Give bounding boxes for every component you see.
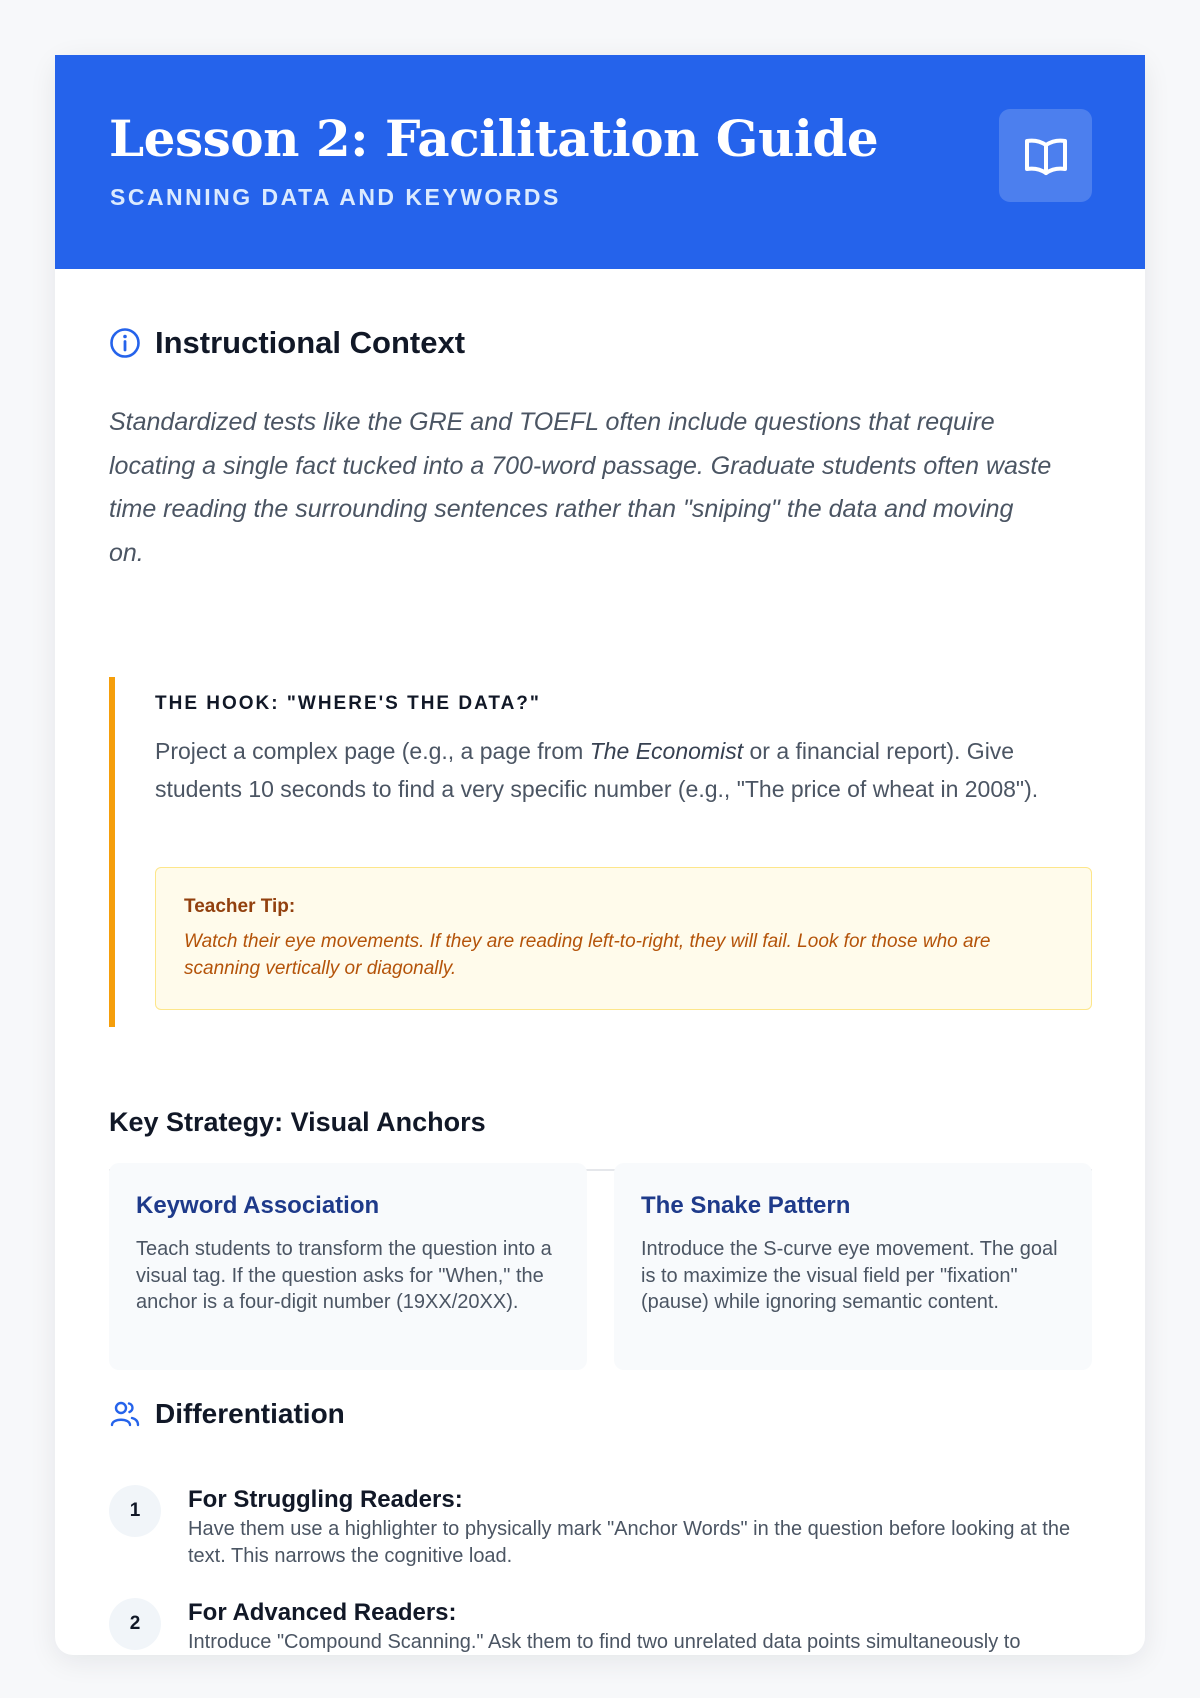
list-item-heading: For Struggling Readers: <box>188 1486 463 1513</box>
instructional-context-heading <box>109 325 465 361</box>
hook-text-after: or a financial report). Give students 10 seconds to find a very specific number (e.g., "The price of wheat in 2008"). <box>155 738 1039 802</box>
number-badge: 1 <box>109 1485 161 1537</box>
lesson-title: Lesson 2: Facilitation Guide <box>109 109 879 168</box>
strategy-card-text: Introduce the S-curve eye movement. The goal is to maximize the visual field per "fixation" (pause) while ignoring semantic content. <box>641 1238 1058 1313</box>
teacher-tip-text: Watch their eye movements. If they are reading left-to-right, they will fail. Look for those who are scanning vertically or diagonally. <box>184 931 991 979</box>
book-open-icon <box>999 109 1092 202</box>
instructional-context-title: Instructional Context <box>155 325 466 360</box>
strategy-card-keyword-association <box>109 1163 587 1370</box>
lesson-subtitle: SCANNING DATA AND KEYWORDS <box>110 184 561 210</box>
lesson-header <box>55 55 1145 269</box>
teacher-tip-box <box>155 867 1092 1010</box>
list-item <box>109 1485 1092 1585</box>
publication-title: The Economist <box>589 738 744 764</box>
list-item-heading: For Advanced Readers: <box>188 1599 457 1626</box>
strategy-heading: Key Strategy: Visual Anchors <box>109 1105 1092 1171</box>
teacher-tip-label: Teacher Tip: <box>184 896 296 917</box>
strategy-card-title: The Snake Pattern <box>641 1192 851 1219</box>
number-badge: 2 <box>109 1598 161 1650</box>
strategy-card-title: Keyword Association <box>136 1192 380 1219</box>
list-item <box>109 1598 1092 1698</box>
differentiation-heading <box>109 1396 345 1432</box>
list-item-text: Introduce "Compound Scanning." Ask them to find two unrelated data points simultaneously to <box>188 1631 1021 1653</box>
hook-label: THE HOOK: "WHERE'S THE DATA?" <box>155 693 541 714</box>
lesson-guide-card <box>55 55 1145 1655</box>
hook-text <box>155 732 1080 808</box>
strategy-card-snake-pattern <box>614 1163 1092 1370</box>
instructional-context-body: Standardized tests like the GRE and TOEFL often include questions that require locating a single fact tucked into a 700-word passage. Graduate students often waste time reading the surrounding sentences rather than "sniping" the data and moving on. <box>109 408 1052 567</box>
differentiation-title: Differentiation <box>155 1398 345 1429</box>
info-icon <box>109 327 141 359</box>
users-icon <box>109 1398 141 1430</box>
hook-text-before: Project a complex page (e.g., a page from <box>155 738 590 764</box>
strategy-card-text: Teach students to transform the question into a visual tag. If the question asks for "When," the anchor is a four-digit number (19XX/20XX). <box>136 1238 552 1313</box>
list-item-text: Have them use a highlighter to physically mark "Anchor Words" in the question before looking at the text. This narrows the cognitive load. <box>188 1518 1071 1567</box>
lesson-content <box>109 269 1092 1655</box>
hook-callout <box>109 677 1092 1027</box>
